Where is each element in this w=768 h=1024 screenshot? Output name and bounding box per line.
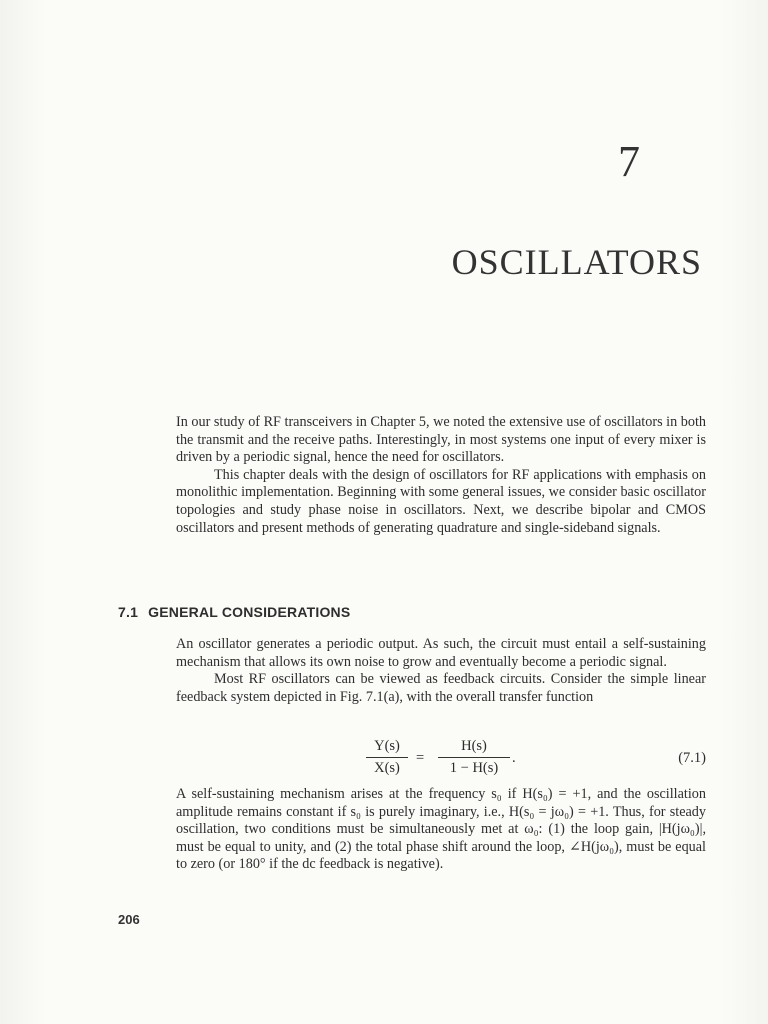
rhs-denominator: 1 − H(s) bbox=[449, 760, 499, 776]
page-number: 206 bbox=[118, 912, 140, 927]
body-paragraph: An oscillator generates a periodic output. As such, the circuit must entail a self-sustaining mechanism that allows its own noise to grow and eventually become a periodic signal. bbox=[176, 636, 706, 670]
section-heading bbox=[118, 604, 350, 620]
rhs-numerator: H(s) bbox=[438, 738, 510, 758]
intro-paragraph: In our study of RF transceivers in Chapter 5, we noted the extensive use of oscillators in both the transmit and the receive paths. Interestingly, in most systems one input of every mixer is driven by a periodic signal, hence the need for oscillators. bbox=[176, 414, 706, 466]
equals-sign: = bbox=[416, 750, 425, 766]
section-title: GENERAL CONSIDERATIONS bbox=[148, 604, 351, 620]
lhs-fraction bbox=[366, 738, 408, 777]
chapter-number: 7 bbox=[618, 137, 640, 186]
equation-number: (7.1) bbox=[678, 750, 706, 766]
chapter-title: OSCILLATORS bbox=[451, 242, 702, 282]
rhs-fraction bbox=[438, 738, 510, 777]
section-body-after-equation bbox=[176, 786, 706, 874]
body-paragraph: A self-sustaining mechanism arises at the frequency s₀ if H(s₀) = +1, and the oscillation amplitude remains constant if s₀ is purely imaginary, i.e., H(s₀ = jω₀) = +1. Thus, for steady oscillation, two conditions must be simultaneously met at ω₀: (1) the loop gain, |H(jω₀)|, must be equal to unity, and (2) the total phase shift around the loop, ∠H(jω₀), must be equal to zero (or 180° if the dc feedback is negative). bbox=[176, 786, 706, 873]
equation-7-1 bbox=[176, 738, 706, 784]
section-body-before-equation bbox=[176, 636, 706, 706]
equation-period: . bbox=[512, 750, 516, 766]
lhs-denominator: X(s) bbox=[374, 760, 400, 776]
intro-paragraph: This chapter deals with the design of oscillators for RF applications with emphasis on monolithic implementation. Beginning with some general issues, we consider basic oscillator topologies and study phase noise in oscillators. Next, we describe bipolar and CMOS oscillators and present methods of generating quadrature and single-sideband signals. bbox=[176, 466, 706, 536]
body-paragraph: Most RF oscillators can be viewed as feedback circuits. Consider the simple linear feedback system depicted in Fig. 7.1(a), with the overall transfer function bbox=[176, 671, 706, 705]
section-number: 7.1 bbox=[118, 604, 139, 620]
lhs-numerator: Y(s) bbox=[366, 738, 408, 758]
intro-section bbox=[176, 414, 706, 537]
